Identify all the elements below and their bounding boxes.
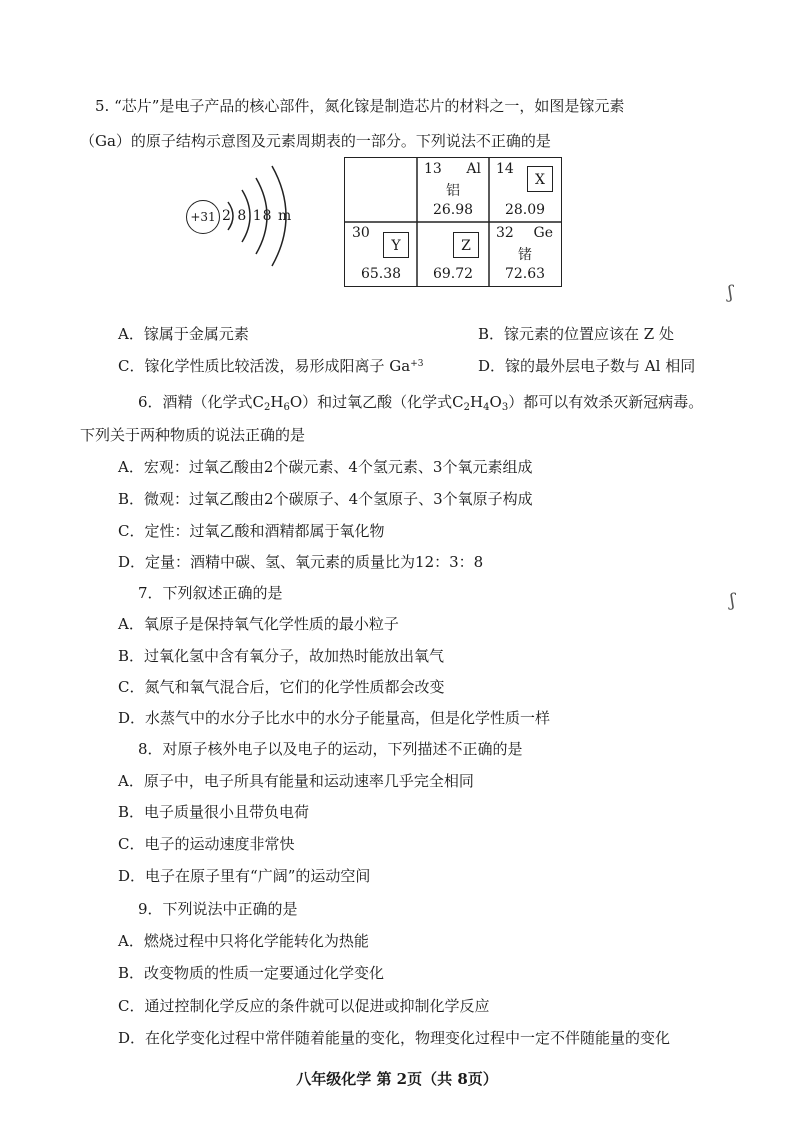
q9-stem: 9．下列说法中正确的是	[138, 900, 298, 918]
al-symbol: Al	[466, 161, 481, 177]
q5-option-d: D．镓的最外层电子数与 Al 相同	[478, 357, 696, 375]
q6-stem-line2: 下列关于两种物质的说法正确的是	[80, 426, 306, 444]
cell-y	[345, 222, 417, 286]
q6-option-a: A．宏观：过氧乙酸由2个碳元素、4个氢元素、3个氧元素组成	[118, 458, 533, 476]
ge-symbol: Ge	[533, 225, 553, 241]
cell-z	[417, 222, 489, 286]
x-box: X	[527, 166, 553, 192]
nucleus: +31	[186, 200, 220, 234]
q6-option-b: B．微观：过氧乙酸由2个碳原子、4个氢原子、3个氧原子构成	[118, 490, 533, 508]
electron-shell-numbers: 2 8 18 m	[222, 208, 293, 224]
q7-option-a: A．氧原子是保持氧气化学性质的最小粒子	[118, 615, 399, 633]
x-mass: 28.09	[504, 202, 546, 218]
q5-option-a: A．镓属于金属元素	[118, 325, 249, 343]
margin-pencil-mark: ʃ	[728, 282, 733, 303]
margin-pencil-mark: ʃ	[730, 590, 735, 611]
ge-mass: 72.63	[504, 266, 546, 282]
q6-stem-line1: 6．酒精（化学式$C_2H_6O$）和过氧乙酸（化学式$C_2H_4O_3$）都可以有效杀灭新冠病毒。	[138, 393, 704, 413]
q8-option-d: D．电子在原子里有“广阔”的运动空间	[118, 867, 371, 885]
q8-option-c: C．电子的运动速度非常快	[118, 835, 295, 853]
q7-option-d: D．水蒸气中的水分子比水中的水分子能量高，但是化学性质一样	[118, 709, 551, 727]
q5-option-c: C．镓化学性质比较活泼，易形成阳离子 $Ga^{+3}$	[118, 357, 424, 375]
al-mass: 26.98	[432, 202, 474, 218]
q8-option-b: B．电子质量很小且带负电荷	[118, 803, 310, 821]
q7-stem: 7．下列叙述正确的是	[138, 584, 283, 602]
page-footer: 八年级化学 第 2页（共 8页）	[296, 1070, 498, 1088]
q5-option-b: B．镓元素的位置应该在 Z 处	[478, 325, 674, 343]
periodic-table-fragment	[344, 157, 562, 287]
y-number: 30	[352, 225, 370, 241]
atom-structure-diagram	[186, 160, 306, 270]
cell-x	[489, 158, 561, 222]
q6-option-d: D．定量：酒精中碳、氢、氧元素的质量比为12：3：8	[118, 553, 484, 571]
q9-option-a: A．燃烧过程中只将化学能转化为热能	[118, 932, 369, 950]
z-mass: 69.72	[432, 266, 474, 282]
q8-option-a: A．原子中，电子所具有能量和运动速率几乎完全相同	[118, 772, 474, 790]
cell-ge	[489, 222, 561, 286]
q5-stem-line1: 5. “芯片”是电子产品的核心部件，氮化镓是制造芯片的材料之一，如图是镓元素	[95, 97, 625, 115]
q8-stem: 8．对原子核外电子以及电子的运动，下列描述不正确的是	[138, 740, 523, 758]
q5-stem-line2: （Ga）的原子结构示意图及元素周期表的一部分。下列说法不正确的是	[80, 132, 551, 150]
y-box: Y	[383, 232, 409, 258]
x-number: 14	[496, 161, 514, 177]
y-mass: 65.38	[360, 266, 402, 282]
q9-option-d: D．在化学变化过程中常伴随着能量的变化，物理变化过程中一定不伴随能量的变化	[118, 1029, 671, 1047]
ge-name: 锗	[518, 247, 532, 263]
cell-al	[417, 158, 489, 222]
al-number: 13	[424, 161, 442, 177]
ge-number: 32	[496, 225, 514, 241]
z-box: Z	[453, 232, 479, 258]
q9-option-b: B．改变物质的性质一定要通过化学变化	[118, 964, 385, 982]
q9-option-c: C．通过控制化学反应的条件就可以促进或抑制化学反应	[118, 997, 490, 1015]
al-name: 铝	[446, 183, 460, 199]
q7-option-b: B．过氧化氢中含有氧分子，故加热时能放出氧气	[118, 647, 445, 665]
q7-option-c: C．氮气和氧气混合后，它们的化学性质都会改变	[118, 678, 445, 696]
q6-option-c: C．定性：过氧乙酸和酒精都属于氧化物	[118, 522, 385, 540]
